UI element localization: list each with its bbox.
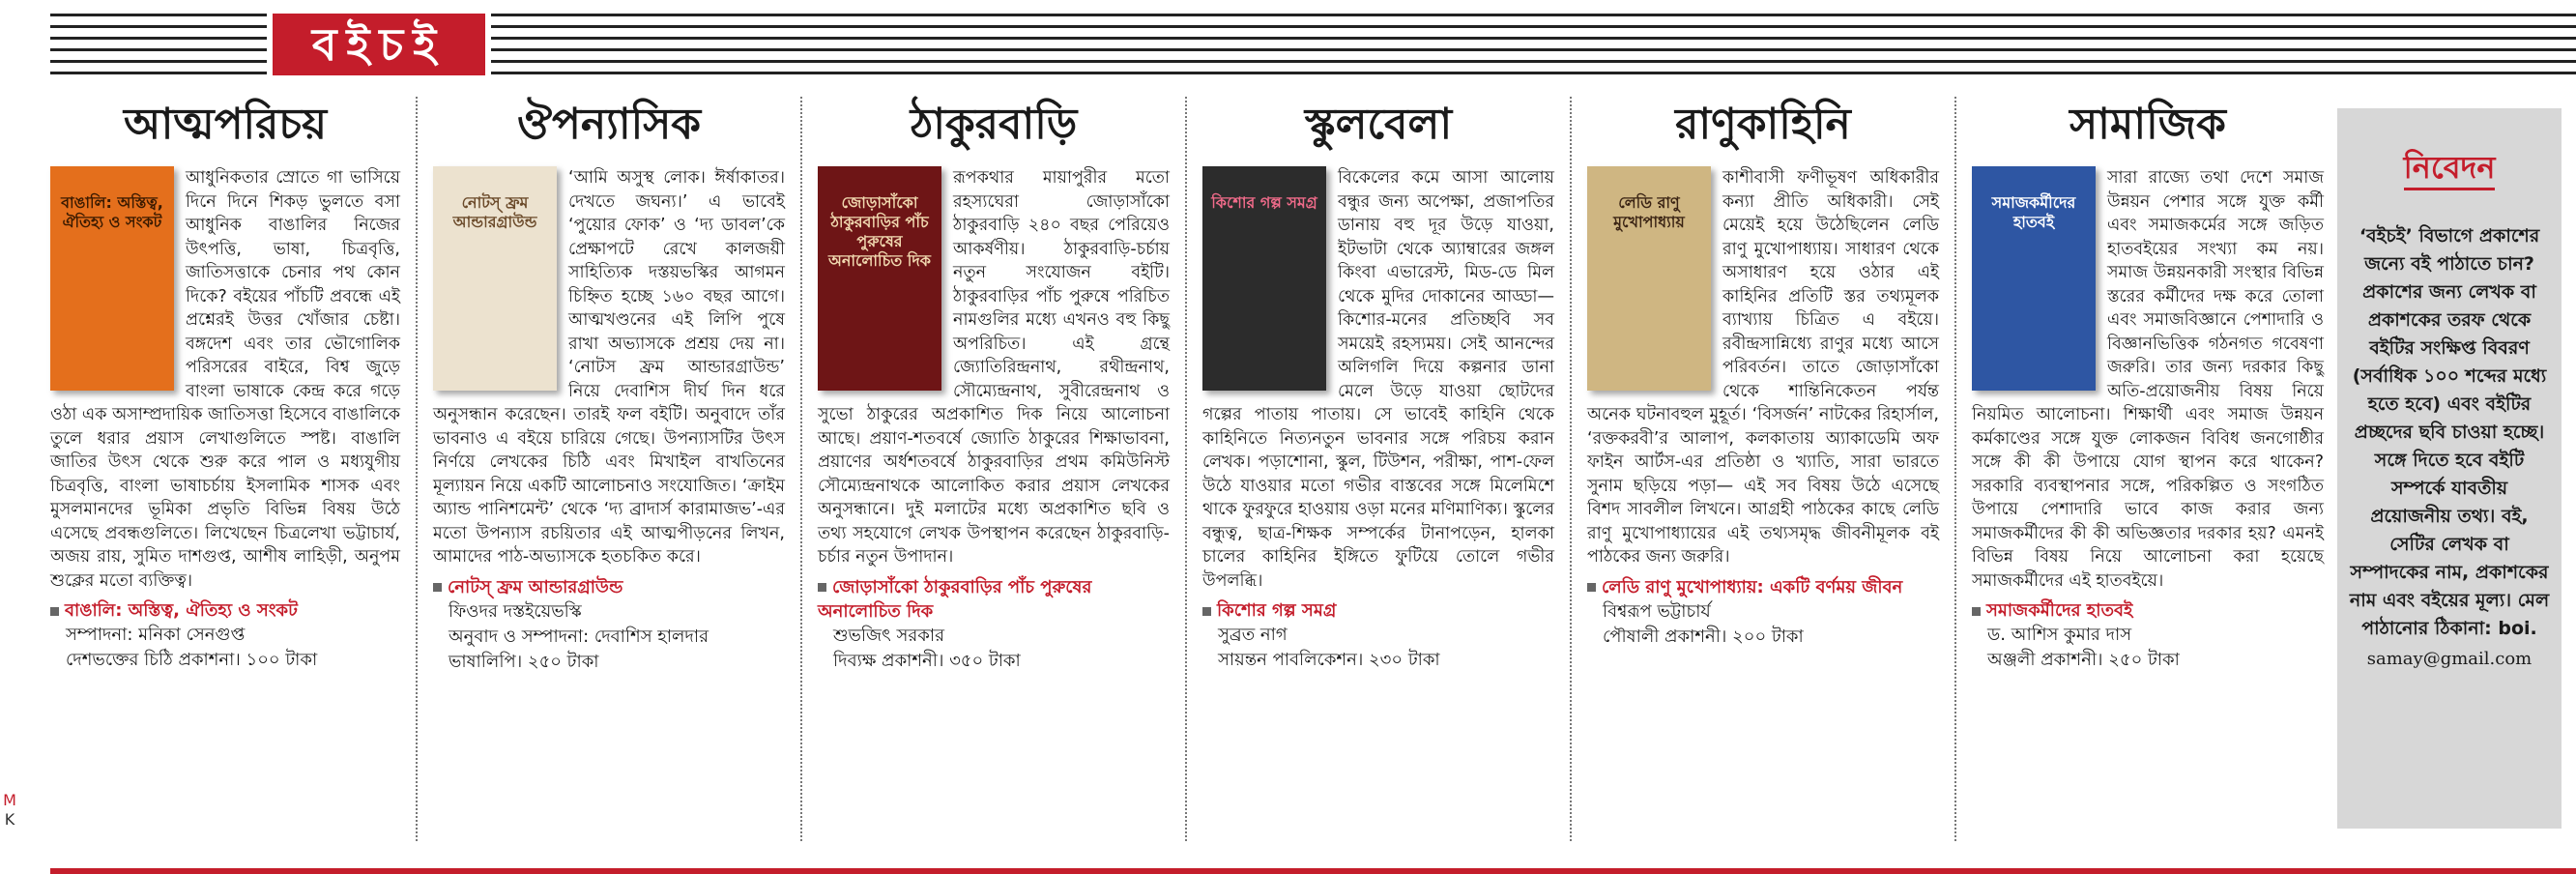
bullet-square-icon [433, 583, 442, 592]
edge-marker-m: M [3, 791, 16, 809]
book-meta-line: সম্পাদনা: মনিকা সেনগুপ্ত [66, 625, 246, 645]
book-meta-line: ভাষালিপি। ২৫০ টাকা [449, 651, 599, 672]
book-title: সমাজকর্মীদের হাতবই [1972, 598, 2324, 623]
bullet-square-icon [1202, 607, 1211, 616]
book-meta-line: দেশভক্তের চিঠি প্রকাশনা। ১০০ টাকা [66, 650, 318, 670]
review-column [1202, 97, 1554, 846]
book-meta-line: অনুবাদ ও সম্পাদনা: দেবাশিস হালদার [449, 626, 709, 647]
bullet-square-icon [1972, 607, 1981, 616]
book-cover [433, 166, 557, 391]
cover-title: লেডি রাণু মুখোপাধ্যায় [1613, 193, 1685, 231]
book-title: লেডি রাণু মুখোপাধ্যায়: একটি বর্ণময় জীবন [1587, 575, 1939, 599]
book-meta-line: সায়ন্তন পাবলিকেশন। ২৩০ টাকা [1218, 650, 1440, 670]
column-heading: ঠাকুরবাড়ি [910, 100, 1078, 149]
cover-title: জোড়াসাঁকো ঠাকুরবাড়ির পাঁচ পুরুষের অনালোচিত দিক [827, 193, 931, 270]
book-meta-line: অঞ্জলী প্রকাশনী। ২৫০ টাকা [1987, 650, 2180, 670]
review-column [818, 97, 1170, 846]
notice-box [2337, 108, 2562, 829]
review-text: কাশীবাসী ফণীভূষণ অধিকারীর কন্যা প্রীতি অধিকারী। সেই মেয়েই হয়ে উঠেছিলেন লেডি রাণু মুখোপাধ্যায়। সাধারণ থেকে অসাধারণ হয়ে ওঠার এই কাহিনির প্রতিটি স্তর তথ্যমূলক ব্যাখ্যায় চিত্রিত এ বইয়ে। রবীন্দ্রসান্নিধ্যে রাণুর মধ্যে আসে পরিবর্তন। তাতে জোড়াসাঁকো থেকে শান্তিনিকেতন পর্যন্ত অনেক ঘটনাবহুল মুহূর্ত। ‘বিসর্জন’ নাটকের রিহার্সাল, ‘রক্তকরবী’র আলাপ, কলকাতায় অ্যাকাডেমি অফ ফাইন আর্টস-এর প্রতিষ্ঠা ও খ্যাতি, সারা ভারতে সুনাম ছড়িয়ে পড়া— এই সব বিষয় উঠে এসেছে বিশদ সাবলীল লিখনে। আগ্রহী পাঠকের কাছে লেডি রাণু মুখোপাধ্যায়ের এই তথ্যসমৃদ্ধ জীবনীমূলক বই পাঠকের জন্য জরুরি। [1587, 168, 1939, 567]
book-cover [818, 166, 941, 391]
book-cover [1202, 166, 1326, 391]
book-title: নোটস্ ফ্রম আন্ডারগ্রাউন্ড [433, 575, 785, 599]
column-separator [800, 97, 802, 841]
bottom-rule [50, 868, 2576, 874]
book-meta-line: পৌষালী প্রকাশনী। ২০০ টাকা [1603, 626, 1804, 647]
section-masthead: বইচই [273, 14, 485, 75]
column-heading: আত্মপরিচয় [123, 100, 328, 149]
review-text: আধুনিকতার স্রোতে গা ভাসিয়ে দিনে দিনে শিকড় ভুলতে বসা আধুনিক বাঙালির নিজের উৎপত্তি, ভাষা, চিত্রবৃত্তি, জাতিসত্তাকে চেনার পথ কোন দিকে? বইয়ের পাঁচটি প্রবন্ধে এই প্রশ্নেরই উত্তর খোঁজার চেষ্টা। বঙ্গদেশ এবং তার ভৌগোলিক পরিসরের বাইরে, বিশ্ব জুড়ে বাংলা ভাষাকে কেন্দ্র করে গড়ে ওঠা এক অসাম্প্রদায়িক জাতিসত্তা হিসেবে বাঙালিকে তুলে ধরার প্রয়াস লেখাগুলিতে স্পষ্ট। বাঙালি জাতির উৎস থেকে শুরু করে পাল ও মধ্যযুগীয় চিত্রবৃত্তি, বাংলা ভাষাচর্চায় ইসলামিক শাসক এবং মুসলমানদের ভূমিকা প্রভৃতি বিভিন্ন বিষয় উঠে এসেছে প্রবন্ধগুলিতে। লিখেছেন চিত্রলেখা ভট্টাচার্য, অজয় রায়, সুমিত দাশগুপ্ত, আশীষ লাহিড়ী, অনুপম শুক্লের মতো ব্যক্তিত্ব। [50, 168, 400, 591]
book-meta-line: ফিওদর দস্তইয়েভস্কি [449, 600, 582, 622]
book-meta-line: বিশ্বরূপ ভট্টাচার্য [1603, 600, 1711, 622]
book-title: বাঙালি: অস্তিত্ব, ঐতিহ্য ও সংকট [50, 598, 400, 623]
bullet-square-icon [50, 607, 59, 616]
review-text: সারা রাজ্যে তথা দেশে সমাজ উন্নয়ন পেশার সঙ্গে যুক্ত কর্মী এবং সমাজকর্মের সঙ্গে জড়িত হাতবইয়ের সংখ্যা কম নয়। সমাজ উন্নয়নকারী সংস্থার বিভিন্ন স্তরের কর্মীদের দক্ষ করে তোলা এবং সমাজবিজ্ঞানে পেশাদারি ও বিজ্ঞানভিত্তিক গঠনগত গবেষণা জরুরি। তার জন্য দরকার কিছু অতি-প্রয়োজনীয় বিষয় নিয়ে নিয়মিত আলোচনা। শিক্ষার্থী এবং সমাজ উন্নয়ন কর্মকাণ্ডের সঙ্গে যুক্ত লোকজন বিবিধ জনগোষ্ঠীর সঙ্গে কী কী উপায়ে যোগ স্থাপন করে থাকেন? সরকারি ব্যবস্থাপনার সঙ্গে, পরিকল্পিত ও সংগঠিত উপায়ে পেশাদারি ভাবে কাজ করার জন্য সমাজকর্মীদের কী কী অভিজ্ঞতার দরকার হয়? এমনই বিভিন্ন বিষয় নিয়ে আলোচনা করা হয়েছে সমাজকর্মীদের এই হাতবইয়ে। [1972, 168, 2324, 591]
book-cover [1972, 166, 2096, 391]
bullet-square-icon [818, 583, 826, 592]
book-title: কিশোর গল্প সমগ্র [1202, 598, 1554, 623]
review-column [1587, 97, 1939, 846]
column-heading: সামাজিক [2069, 100, 2226, 149]
bullet-square-icon [1587, 583, 1596, 592]
book-meta-line: ড. আশিস কুমার দাস [1987, 625, 2132, 645]
book-meta-line: দিব্যক্ষ প্রকাশনী। ৩৫০ টাকা [833, 650, 1021, 671]
review-column [1972, 97, 2324, 846]
column-separator [1570, 97, 1572, 841]
edge-marker [0, 791, 19, 830]
book-meta-line: শুভজিৎ সরকার [833, 625, 945, 646]
cover-title: কিশোর গল্প সমগ্র [1211, 193, 1317, 212]
notice-heading-wrap [2337, 143, 2562, 195]
notice-heading: নিবেদন [2404, 149, 2496, 190]
book-cover [50, 166, 174, 391]
column-heading: ঔপন্যাসিক [516, 100, 702, 149]
cover-title: সমাজকর্মীদের হাতবই [1991, 193, 2076, 231]
review-text: রূপকথার মায়াপুরীর মতো রহস্যঘেরা জোড়াসাঁকো ঠাকুরবাড়ি ২৪০ বছর পেরিয়েও আকর্ষণীয়। ঠাকুরবাড়ি-চর্চায় নতুন সংযোজন বইটি। ঠাকুরবাড়ির পাঁচ পুরুষে পরিচিত নামগুলির মধ্যে এখনও বহু কিছু অপরিচিত। এই গ্রন্থে জ্যোতিরিন্দ্রনাথ, রথীন্দ্রনাথ, সৌম্যেন্দ্রনাথ, সুবীরেন্দ্রনাথ ও সুভো ঠাকুরের অপ্রকাশিত দিক নিয়ে আলোচনা আছে। প্রয়াণ-শতবর্ষে জ্যোতি ঠাকুরের শিক্ষাভাবনা, প্রয়াণের অর্ধশতবর্ষে ঠাকুরবাড়ির প্রথম কমিউনিস্ট সৌম্যেন্দ্রনাথকে আলোকিত করার প্রয়াস লেখকের অনুসন্ধানে। দুই মলাটের মধ্যে অপ্রকাশিত ছবি ও তথ্য সহযোগে লেখক উপস্থাপন করেছেন ঠাকুরবাড়ি-চর্চার নতুন উপাদান। [818, 168, 1170, 567]
cover-title: নোটস্ ফ্রম আন্ডারগ্রাউন্ড [452, 193, 537, 231]
column-separator [1185, 97, 1187, 841]
review-text: ‘আমি অসুস্থ লোক। ঈর্ষাকাতর। দেখতে জঘন্য।’ এ ভাবেই ‘পুয়োর ফোক’ ও ‘দ্য ডাবল’কে প্রেক্ষাপটে রেখে কালজয়ী সাহিত্যিক দস্তয়ভস্কির আগমন চিহ্নিত হচ্ছে ১৬০ বছর আগে। আত্মখণ্ডনের এই লিপি পুষে রাখা অভ্যাসকে প্রশ্রয় দেয় না। ‘নোটস ফ্রম আন্ডারগ্রাউন্ড’ নিয়ে দেবাশিস দীর্ঘ দিন ধরে অনুসন্ধান করেছেন। তারই ফল বইটি। অনুবাদে তাঁর ভাবনাও এ বইয়ে চারিয়ে গেছে। উপন্যাসটির উৎস নির্ণয়ে লেখকের চিঠি এবং মিখাইল বাখতিনের মূল্যায়ন নিয়ে একটি আলোচনাও সংযোজিত। ‘ক্রাইম অ্যান্ড পানিশমেন্ট’ থেকে ‘দ্য ব্রাদার্স কারামাজভ’-এর মতো উপন্যাস রচয়িতার এই আত্মপীড়নের লিখন, আমাদের পাঠ-অভ্যাসকে হতচকিত করে। [433, 168, 785, 567]
book-meta-line: সুব্রত নাগ [1218, 625, 1288, 645]
notice-email: samay@gmail.com [2366, 649, 2533, 669]
book-title: জোড়াসাঁকো ঠাকুরবাড়ির পাঁচ পুরুষের অনালোচিত দিক [818, 576, 1092, 622]
review-column [433, 97, 785, 846]
book-cover [1587, 166, 1711, 391]
column-separator [1954, 97, 1956, 841]
column-separator [416, 97, 418, 841]
review-text: বিকেলের কমে আসা আলোয় বন্ধুর জন্য অপেক্ষা, প্রজাপতির ডানায় বহু দূর উড়ে যাওয়া, ইটভাটা থেকে অ্যাম্বারের জঙ্গল কিংবা এভারেস্ট, মিড-ডে মিল থেকে মুদির দোকানের আড্ডা— কিশোর-মনের প্রতিচ্ছবি সব সময়েই রহস্যময়। সেই আনন্দের অলিগলি দিয়ে কল্পনার ডানা মেলে উড়ে যাওয়া ছোটদের গল্পের পাতায় পাতায়। সে ভাবেই কাহিনি থেকে কাহিনিতে নিত্যনতুন ভাবনার সঙ্গে পরিচয় করান লেখক। পড়াশোনা, স্কুল, টিউশন, পরীক্ষা, পাশ-ফেল উঠে যাওয়ার মতো গভীর বাস্তবের সঙ্গে মিলেমিশে থাকে ফুরফুরে হাওয়ায় ওড়া মনের মণিমাণিক্য। স্কুলের বন্ধুত্ব, ছাত্র-শিক্ষক সম্পর্কের টানাপড়েন, হালকা চালের কাহিনির ইঙ্গিতে ফুটিয়ে তোলে গভীর উপলব্ধি। [1202, 168, 1554, 591]
edge-marker-k: K [4, 810, 15, 829]
column-heading: স্কুলবেলা [1304, 100, 1453, 149]
column-heading: রাণুকাহিনি [1675, 100, 1851, 149]
review-column [50, 97, 400, 846]
cover-title: বাঙালি: অস্তিত্ব, ঐতিহ্য ও সংকট [61, 193, 163, 231]
notice-text: ‘বইচই’ বিভাগে প্রকাশের জন্যে বই পাঠাতে চান? প্রকাশের জন্য লেখক বা প্রকাশকের তরফ থেকে বইটির সংক্ষিপ্ত বিবরণ (সর্বাধিক ১০০ শব্দের মধ্যে হতে হবে) এবং বইটির প্রচ্ছদের ছবি চাওয়া হচ্ছে। সঙ্গে দিতে হবে বইটি সম্পর্কে যাবতীয় প্রয়োজনীয় তথ্য। বই, সেটির লেখক বা সম্পাদকের নাম, প্রকাশকের নাম এবং বইয়ের মূল্য। মেল পাঠানোর ঠিকানা: boi. [2349, 225, 2550, 639]
